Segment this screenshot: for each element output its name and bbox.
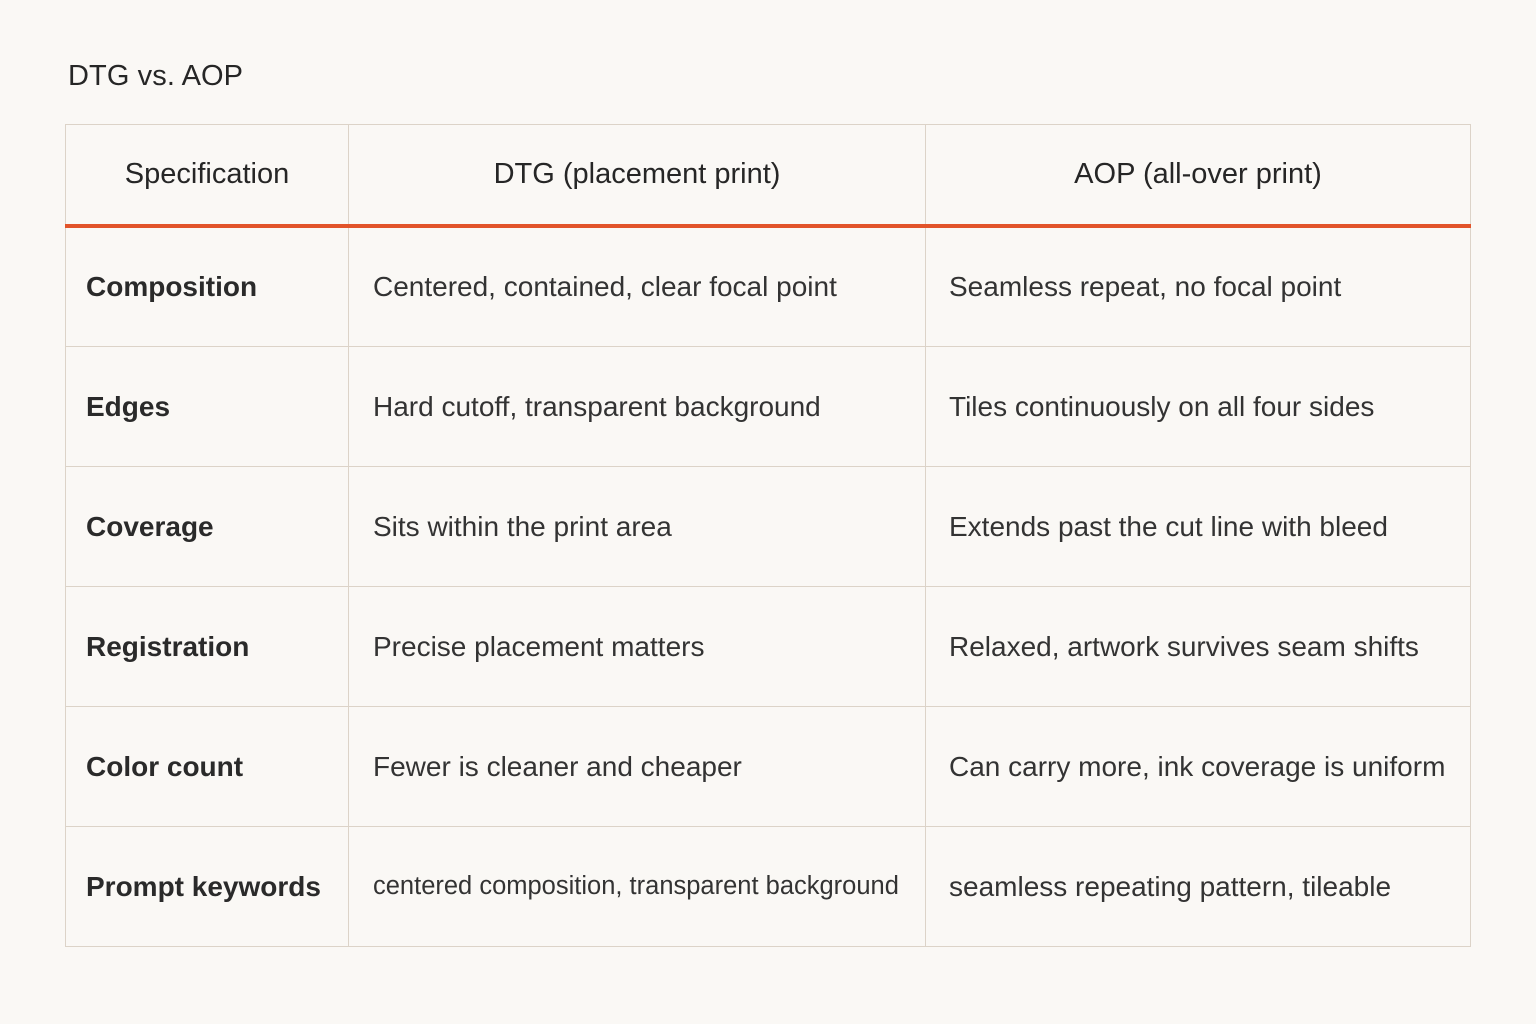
spec-name-cell: Composition [66,226,349,347]
table-row [66,707,1471,827]
page-title: DTG vs. AOP [68,60,244,92]
aop-cell: Seamless repeat, no focal point [926,226,1471,347]
dtg-cell: Fewer is cleaner and cheaper [349,707,926,827]
table-body [66,226,1471,947]
spec-name-cell: Color count [66,707,349,827]
table-header [66,125,1471,226]
aop-cell: Tiles continuously on all four sides [926,347,1471,467]
aop-cell: Can carry more, ink coverage is uniform [926,707,1471,827]
dtg-cell: Centered, contained, clear focal point [349,226,926,347]
spec-name-cell: Prompt keywords [66,827,349,947]
spec-name-cell: Coverage [66,467,349,587]
table-row [66,226,1471,347]
table-row [66,467,1471,587]
dtg-cell: centered composition, transparent background [349,827,926,947]
table-row [66,827,1471,947]
aop-cell: seamless repeating pattern, tileable [926,827,1471,947]
header-specification: Specification [66,125,349,226]
comparison-table [65,124,1471,947]
aop-cell: Extends past the cut line with bleed [926,467,1471,587]
table-row [66,587,1471,707]
dtg-cell: Precise placement matters [349,587,926,707]
aop-cell: Relaxed, artwork survives seam shifts [926,587,1471,707]
dtg-cell: Hard cutoff, transparent background [349,347,926,467]
dtg-cell: Sits within the print area [349,467,926,587]
header-row [66,125,1471,226]
table-row [66,347,1471,467]
spec-name-cell: Edges [66,347,349,467]
header-aop: AOP (all-over print) [926,125,1471,226]
header-dtg: DTG (placement print) [349,125,926,226]
spec-name-cell: Registration [66,587,349,707]
